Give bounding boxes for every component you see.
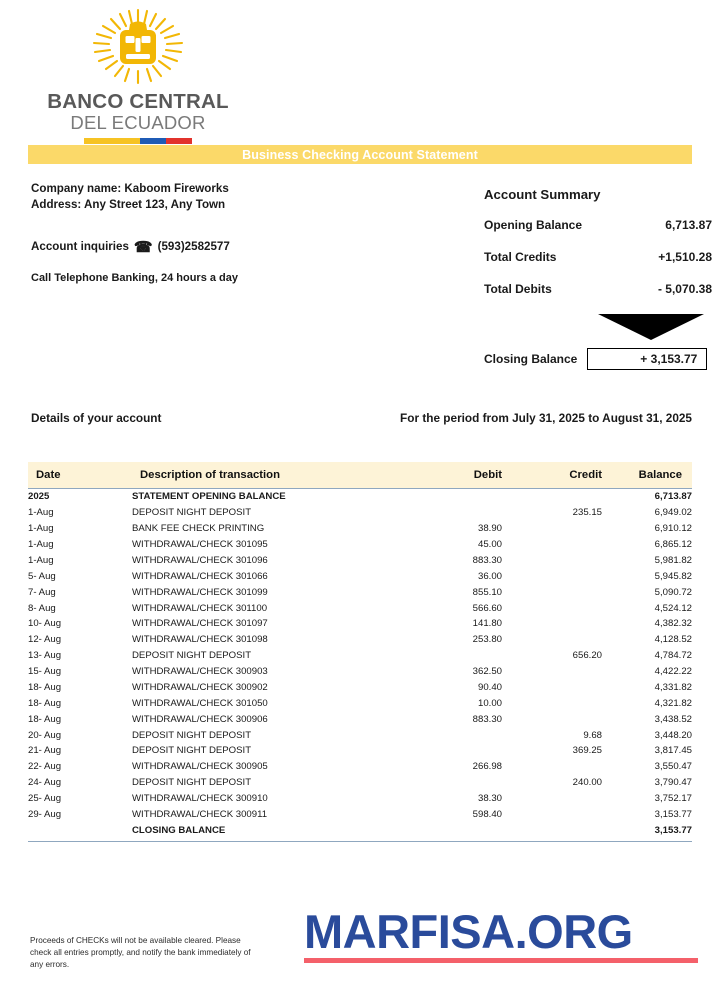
cell-credit — [502, 489, 602, 505]
cell-debit: 598.40 — [472, 808, 502, 820]
cell-debit: 883.30 — [472, 713, 502, 725]
cell-description: BANK FEE CHECK PRINTING — [132, 523, 265, 535]
statement-title: Business Checking Account Statement — [242, 147, 478, 162]
cell-credit: 9.68 — [583, 729, 602, 741]
cell-date: 21- Aug — [28, 745, 62, 757]
cell-credit — [502, 695, 602, 711]
watermark-text — [304, 905, 704, 958]
cell-balance: 6,865.12 — [654, 539, 692, 551]
table-row[interactable] — [28, 553, 692, 569]
table-row[interactable] — [28, 807, 692, 823]
table-row[interactable] — [28, 568, 692, 584]
details-header-row — [31, 411, 692, 425]
cell-date — [28, 822, 132, 838]
cell-credit: 656.20 — [572, 650, 602, 662]
watermark-text-main: MARFISA — [304, 905, 515, 958]
cell-balance: 4,524.12 — [654, 602, 692, 614]
cell-credit: 240.00 — [572, 777, 602, 789]
cell-debit: 253.80 — [472, 634, 502, 646]
cell-date: 1-Aug — [28, 507, 54, 519]
total-credits-label: Total Credits — [484, 250, 557, 264]
cell-debit: 38.30 — [477, 793, 502, 805]
cell-description: WITHDRAWAL/CHECK 300906 — [132, 713, 268, 725]
cell-date: 15- Aug — [28, 666, 62, 678]
closing-balance-label: Closing Balance — [484, 352, 578, 366]
bank-logo-block — [28, 8, 248, 144]
cell-balance: 3,752.17 — [654, 793, 692, 805]
transactions-table — [28, 462, 692, 838]
arrow-down-icon — [598, 314, 704, 340]
cell-balance: 6,713.87 — [654, 491, 692, 503]
cell-date: 12- Aug — [28, 634, 62, 646]
cell-date: 25- Aug — [28, 793, 62, 805]
cell-description: WITHDRAWAL/CHECK 301097 — [132, 618, 268, 630]
cell-date: 2025 — [28, 491, 50, 503]
cell-description: WITHDRAWAL/CHECK 300910 — [132, 793, 268, 805]
cell-date: 5- Aug — [28, 570, 56, 582]
cell-balance: 3,550.47 — [654, 761, 692, 773]
cell-balance: 4,422.22 — [654, 666, 692, 678]
cell-debit: 266.98 — [472, 761, 502, 773]
opening-balance-label: Opening Balance — [484, 218, 583, 232]
cell-balance: 5,090.72 — [654, 586, 692, 598]
cell-date: 1-Aug — [28, 554, 54, 566]
account-inquiries-row — [31, 239, 361, 255]
watermark-underline — [304, 958, 698, 963]
ecuador-flag-bar — [84, 138, 192, 144]
table-row[interactable] — [28, 584, 692, 600]
cell-credit — [502, 791, 602, 807]
cell-description: DEPOSIT NIGHT DEPOSIT — [132, 650, 252, 662]
bank-name-line2: DEL ECUADOR — [70, 111, 206, 133]
cell-credit — [502, 521, 602, 537]
column-header-date[interactable]: Date — [28, 462, 132, 489]
account-summary-heading: Account Summary — [484, 187, 601, 202]
table-row[interactable] — [28, 743, 692, 759]
cell-balance: 4,321.82 — [654, 697, 692, 709]
cell-balance: 3,153.77 — [654, 824, 692, 836]
cell-balance: 4,128.52 — [654, 634, 692, 646]
cell-date: 29- Aug — [28, 808, 62, 820]
table-row[interactable] — [28, 616, 692, 632]
table-row[interactable] — [28, 791, 692, 807]
cell-balance: 4,331.82 — [654, 681, 692, 693]
cell-credit — [502, 822, 602, 838]
flag-stripe-blue — [140, 138, 166, 144]
cell-description: WITHDRAWAL/CHECK 301100 — [132, 602, 268, 614]
cell-credit: 235.15 — [572, 507, 602, 519]
details-heading: Details of your account — [31, 411, 162, 425]
table-row[interactable] — [28, 632, 692, 648]
account-summary-panel — [484, 187, 712, 370]
cell-credit — [502, 759, 602, 775]
cell-date: 18- Aug — [28, 713, 62, 725]
company-address-line: Address: Any Street 123, Any Town — [31, 197, 226, 211]
cell-balance: 3,153.77 — [654, 808, 692, 820]
cell-debit: 45.00 — [477, 539, 502, 551]
telephone-banking-hours: Call Telephone Banking, 24 hours a day — [31, 271, 239, 284]
cell-date: 1-Aug — [28, 539, 54, 551]
transactions-table-wrap — [28, 462, 692, 842]
table-row[interactable] — [28, 759, 692, 775]
cell-debit: 90.40 — [477, 681, 502, 693]
cell-date: 8- Aug — [28, 602, 56, 614]
total-debits-value: - 5,070.38 — [657, 282, 712, 296]
closing-balance-value: + 3,153.77 — [587, 348, 707, 370]
cell-debit — [398, 727, 502, 743]
cell-debit — [398, 775, 502, 791]
customer-info-block — [31, 181, 361, 286]
column-header-credit[interactable]: Credit — [502, 462, 602, 489]
cell-balance: 5,981.82 — [654, 554, 692, 566]
table-row[interactable] — [28, 521, 692, 537]
inca-sun-face-icon — [28, 8, 248, 90]
cell-balance: 3,438.52 — [654, 713, 692, 725]
cell-date: 18- Aug — [28, 681, 62, 693]
opening-balance-value: 6,713.87 — [665, 218, 712, 232]
table-row[interactable] — [28, 775, 692, 791]
table-row[interactable] — [28, 489, 692, 505]
cell-description: WITHDRAWAL/CHECK 300911 — [132, 808, 268, 820]
bank-name — [28, 92, 248, 133]
cell-balance: 6,949.02 — [654, 507, 692, 519]
cell-description: WITHDRAWAL/CHECK 301066 — [132, 570, 268, 582]
cell-debit: 566.60 — [472, 602, 502, 614]
cell-description: WITHDRAWAL/CHECK 301098 — [132, 634, 268, 646]
cell-balance: 3,817.45 — [654, 745, 692, 757]
cell-debit — [398, 489, 502, 505]
summary-row-closing-balance — [484, 348, 712, 370]
cell-debit: 38.90 — [477, 523, 502, 535]
table-row[interactable] — [28, 822, 692, 838]
watermark-text-suffix: .ORG — [514, 905, 633, 958]
account-inquiries-label: Account inquiries — [31, 239, 129, 253]
cell-description: WITHDRAWAL/CHECK 301050 — [132, 697, 268, 709]
cell-credit — [502, 600, 602, 616]
marfisa-watermark — [304, 905, 704, 963]
cell-description: DEPOSIT NIGHT DEPOSIT — [132, 745, 252, 757]
statement-period: For the period from July 31, 2025 to August 31, 2025 — [400, 411, 692, 425]
cell-debit: 855.10 — [472, 586, 502, 598]
cell-debit — [398, 822, 502, 838]
statement-title-banner — [28, 145, 692, 164]
cell-balance: 4,784.72 — [654, 650, 692, 662]
transactions-table-body — [28, 489, 692, 839]
flag-stripe-yellow — [84, 138, 140, 144]
cell-date: 18- Aug — [28, 697, 62, 709]
cell-credit — [502, 632, 602, 648]
cell-credit — [502, 537, 602, 553]
cell-description: WITHDRAWAL/CHECK 301099 — [132, 586, 268, 598]
table-row[interactable] — [28, 648, 692, 664]
column-header-balance[interactable]: Balance — [602, 462, 692, 489]
cell-description: DEPOSIT NIGHT DEPOSIT — [132, 777, 252, 789]
cell-debit — [398, 648, 502, 664]
cell-date: 10- Aug — [28, 618, 62, 630]
cell-date: 1-Aug — [28, 523, 54, 535]
cell-credit — [502, 680, 602, 696]
cell-credit — [502, 568, 602, 584]
cell-credit: 369.25 — [572, 745, 602, 757]
cell-balance: 5,945.82 — [654, 570, 692, 582]
table-row[interactable] — [28, 680, 692, 696]
table-row[interactable] — [28, 600, 692, 616]
cell-debit: 141.80 — [472, 618, 502, 630]
cell-date: 24- Aug — [28, 777, 62, 789]
cell-credit — [502, 807, 602, 823]
cell-debit: 36.00 — [477, 570, 502, 582]
flag-stripe-red — [166, 138, 192, 144]
cell-date: 7- Aug — [28, 586, 56, 598]
cell-credit — [502, 664, 602, 680]
company-name-line: Company name: Kaboom Fireworks — [31, 182, 229, 195]
summary-row-total-debits — [484, 282, 712, 296]
cell-credit — [502, 616, 602, 632]
account-inquiries-phone[interactable]: (593)2582577 — [157, 239, 230, 253]
cell-description: WITHDRAWAL/CHECK 300903 — [132, 666, 268, 678]
table-row[interactable] — [28, 727, 692, 743]
cell-description: WITHDRAWAL/CHECK 300902 — [132, 681, 268, 693]
cell-balance: 4,382.32 — [654, 618, 692, 630]
cell-date: 20- Aug — [28, 729, 62, 741]
column-header-description[interactable]: Description of transaction — [132, 462, 398, 489]
cell-description: WITHDRAWAL/CHECK 300905 — [132, 761, 268, 773]
cell-description: WITHDRAWAL/CHECK 301096 — [132, 554, 268, 566]
cell-date: 13- Aug — [28, 650, 62, 662]
cell-debit: 10.00 — [477, 697, 502, 709]
cell-debit — [398, 743, 502, 759]
cell-credit — [502, 584, 602, 600]
cell-debit: 883.30 — [472, 554, 502, 566]
cell-description: DEPOSIT NIGHT DEPOSIT — [132, 507, 252, 519]
cell-balance: 3,448.20 — [654, 729, 692, 741]
cell-description: WITHDRAWAL/CHECK 301095 — [132, 539, 268, 551]
telephone-icon: ☎ — [133, 239, 153, 257]
summary-arrow-wrap — [484, 314, 712, 340]
cell-credit — [502, 711, 602, 727]
total-credits-value: +1,510.28 — [658, 250, 712, 264]
cell-balance: 3,790.47 — [654, 777, 692, 789]
cell-debit — [398, 505, 502, 521]
cell-debit: 362.50 — [472, 666, 502, 678]
cell-description: CLOSING BALANCE — [132, 824, 226, 836]
cell-date: 22- Aug — [28, 761, 62, 773]
cell-balance: 6,910.12 — [654, 523, 692, 535]
cell-credit — [502, 553, 602, 569]
column-header-debit[interactable]: Debit — [398, 462, 502, 489]
cell-description: STATEMENT OPENING BALANCE — [132, 491, 286, 503]
table-bottom-rule — [28, 841, 692, 842]
total-debits-label: Total Debits — [484, 282, 552, 296]
summary-row-total-credits — [484, 250, 712, 264]
summary-row-opening-balance — [484, 218, 712, 232]
table-header-row — [28, 462, 692, 489]
table-row[interactable] — [28, 695, 692, 711]
bank-name-line1: BANCO CENTRAL — [47, 90, 229, 113]
table-row[interactable] — [28, 505, 692, 521]
table-row[interactable] — [28, 537, 692, 553]
table-row[interactable] — [28, 664, 692, 680]
table-row[interactable] — [28, 711, 692, 727]
cell-description: DEPOSIT NIGHT DEPOSIT — [132, 729, 252, 741]
footer-disclaimer: Proceeds of CHECKs will not be available cleared. Please check all entries promptly, and notify the bank immediately of any errors. — [30, 936, 251, 969]
